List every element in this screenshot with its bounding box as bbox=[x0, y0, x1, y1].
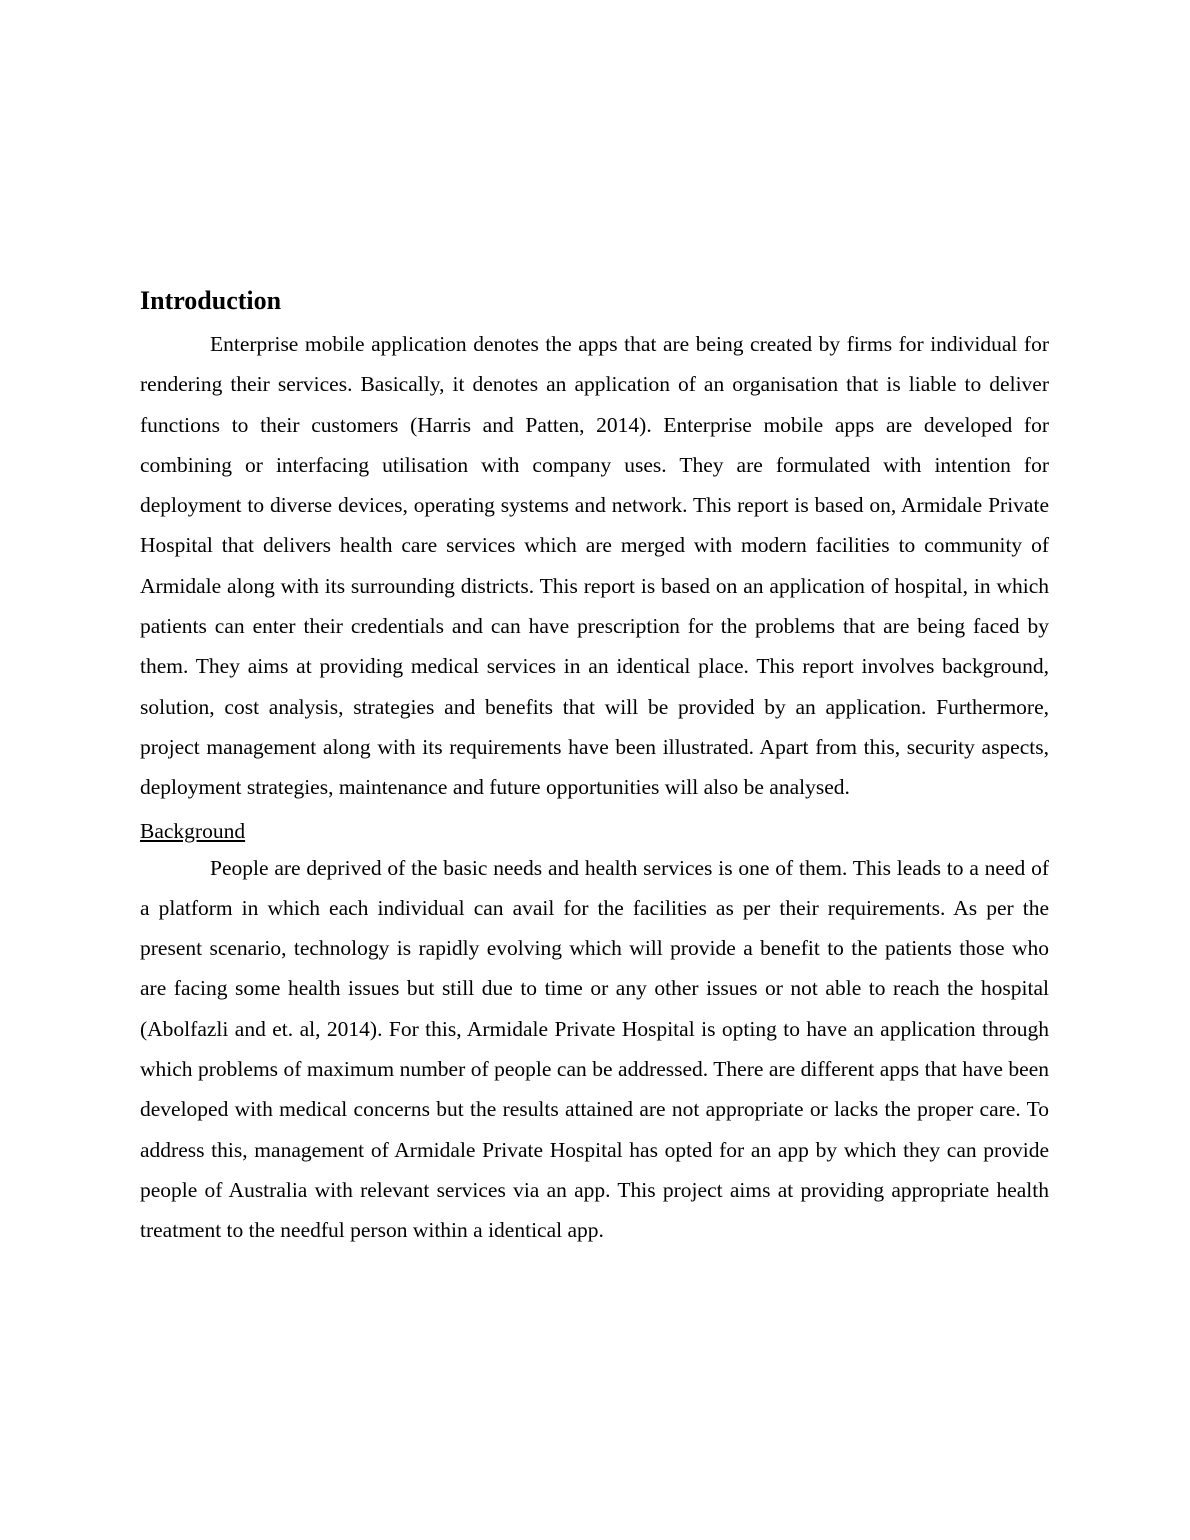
document-body bbox=[140, 283, 1049, 1251]
introduction-heading: Introduction bbox=[140, 286, 282, 315]
background-paragraph: People are deprived of the basic needs and health services is one of them. This leads to a need of a platform in which each individual can avail for the facilities as per their requirements. As per the present scenario, technology is rapidly evolving which will provide a benefit to the patients those who are facing some health issues but still due to time or any other issues or not able to reach the hospital (Abolfazli and et. al, 2014). For this, Armidale Private Hospital is opting to have an application through which problems of maximum number of people can be addressed. There are different apps that have been developed with medical concerns but the results attained are not appropriate or lacks the proper care. To address this, management of Armidale Private Hospital has opted for an app by which they can provide people of Australia with relevant services via an app. This project aims at providing appropriate health treatment to the needful person within a identical app. bbox=[140, 855, 1049, 1243]
introduction-paragraph: Enterprise mobile application denotes the apps that are being created by firms for individual for rendering their services. Basically, it denotes an application of an organisation that is liable to deliver functions to their customers (Harris and Patten, 2014). Enterprise mobile apps are developed for combining or interfacing utilisation with company uses. They are formulated with intention for deployment to diverse devices, operating systems and network. This report is based on, Armidale Private Hospital that delivers health care services which are merged with modern facilities to community of Armidale along with its surrounding districts. This report is based on an application of hospital, in which patients can enter their credentials and can have prescription for the problems that are being faced by them. They aims at providing medical services in an identical place. This report involves background, solution, cost analysis, strategies and benefits that will be provided by an application. Furthermore, project management along with its requirements have been illustrated. Apart from this, security aspects, deployment strategies, maintenance and future opportunities will also be analysed. bbox=[140, 332, 1049, 800]
background-heading: Background bbox=[140, 818, 246, 843]
